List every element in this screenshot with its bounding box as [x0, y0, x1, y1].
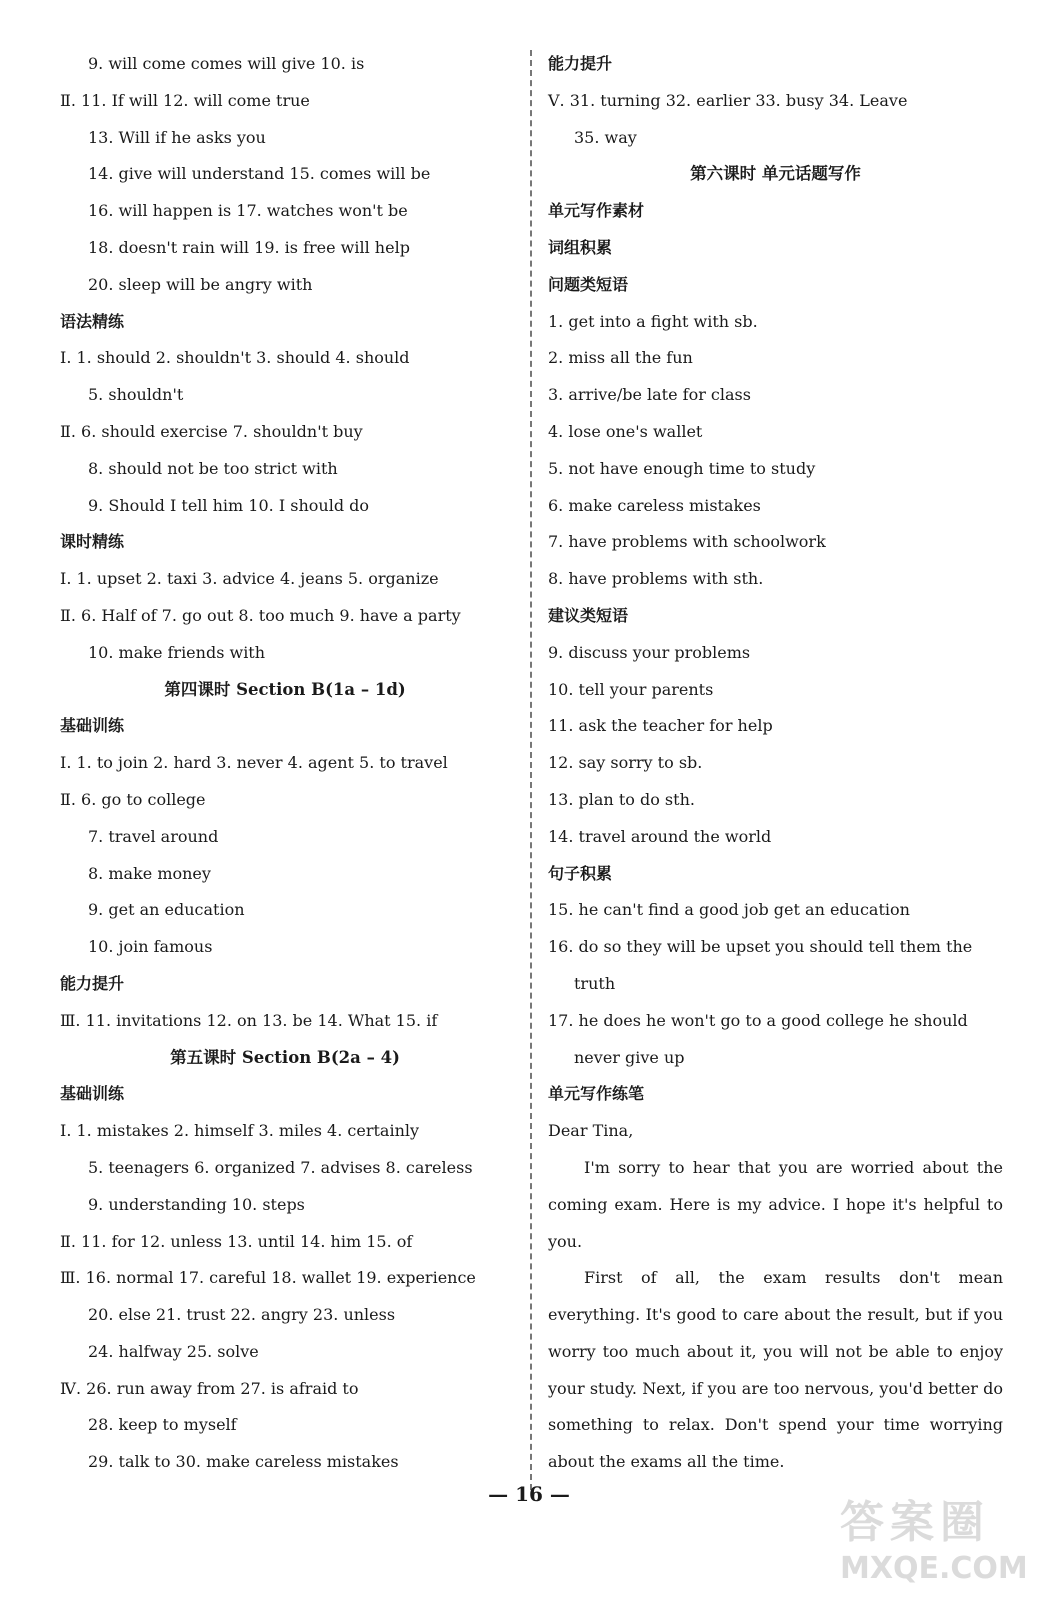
section-heading: 词组积累 [548, 237, 613, 257]
answer-line: 15. he can't find a good job get an education [548, 900, 910, 920]
answer-line: 16. will happen is 17. watches won't be [88, 201, 408, 221]
section-heading: 句子积累 [548, 863, 613, 883]
letter-body [548, 1150, 1003, 1481]
answer-line: 16. do so they will be upset you should tell them the [548, 937, 973, 957]
answer-line: 8. should not be too strict with [88, 458, 338, 478]
answer-line: 24. halfway 25. solve [88, 1341, 259, 1361]
answer-line: Dear Tina, [548, 1121, 634, 1141]
answer-line: 17. he does he won't go to a good college he should [548, 1010, 968, 1030]
answer-line: 5. teenagers 6. organized 7. advises 8. careless [88, 1157, 473, 1177]
answer-line: Ⅰ. 1. mistakes 2. himself 3. miles 4. certainly [60, 1121, 420, 1141]
page-number: — 16 — [488, 1482, 570, 1506]
section-heading: 基础训练 [60, 716, 125, 736]
answer-line: 9. will come comes will give 10. is [88, 54, 365, 73]
section-heading: 第五课时 Section B(2a – 4) [170, 1047, 400, 1067]
answer-line: 14. give will understand 15. comes will be [88, 164, 431, 184]
section-heading: 问题类短语 [548, 274, 629, 294]
answer-line: 5. shouldn't [88, 385, 184, 405]
answer-line: 13. Will if he asks you [88, 127, 266, 147]
answer-line: 1. get into a fight with sb. [548, 311, 758, 331]
answer-line: 10. make friends with [88, 642, 266, 662]
answer-line: Ⅳ. 26. run away from 27. is afraid to [60, 1378, 359, 1398]
answer-line: never give up [574, 1047, 685, 1067]
answer-line: Ⅲ. 16. normal 17. careful 18. wallet 19. experience [60, 1268, 476, 1288]
watermark-top: 答案圈 [840, 1497, 990, 1548]
watermark-logo [840, 1496, 1045, 1592]
answer-line: Ⅱ. 11. for 12. unless 13. until 14. him 15. of [60, 1231, 413, 1251]
answer-line: 8. make money [88, 863, 211, 883]
answer-line: 10. tell your parents [548, 679, 714, 699]
letter-paragraph: First of all, the exam results don't mean everything. It's good to care about the result, but if you worry too much about it, you will not be able to enjoy your study. Next, if you are too nervous, you'd better do something to relax. Don't spend your time worrying about the exams all the time. [548, 1268, 1003, 1472]
answer-line: Ⅱ. 6. Half of 7. go out 8. too much 9. have a party [60, 605, 461, 625]
answer-line: Ⅱ. 6. go to college [60, 789, 206, 809]
answer-line: 9. understanding 10. steps [88, 1194, 305, 1214]
answer-line: 10. join famous [88, 937, 213, 957]
answer-line: 11. ask the teacher for help [548, 716, 773, 736]
answer-line: 13. plan to do sth. [548, 789, 695, 809]
answer-line: truth [574, 973, 616, 993]
section-heading: 能力提升 [548, 54, 613, 73]
answer-line: 6. make careless mistakes [548, 495, 761, 515]
answer-line: Ⅱ. 6. should exercise 7. shouldn't buy [60, 421, 363, 441]
section-heading: 第四课时 Section B(1a – 1d) [164, 679, 406, 699]
answer-line: 29. talk to 30. make careless mistakes [88, 1452, 399, 1472]
answer-line: Ⅱ. 11. If will 12. will come true [60, 90, 310, 110]
answer-line: 9. get an education [88, 900, 245, 920]
answer-line: Ⅲ. 11. invitations 12. on 13. be 14. What 15. if [60, 1010, 438, 1030]
answer-line: 9. discuss your problems [548, 642, 751, 662]
section-heading: 语法精练 [60, 311, 125, 331]
answer-line: Ⅰ. 1. should 2. shouldn't 3. should 4. should [60, 348, 410, 368]
watermark-bottom: MXQE.COM [840, 1551, 1028, 1586]
answer-line: 14. travel around the world [548, 826, 772, 846]
section-heading: 建议类短语 [548, 605, 629, 625]
answer-line: 12. say sorry to sb. [548, 753, 703, 773]
section-heading: 第六课时 单元话题写作 [690, 164, 861, 184]
section-heading: 课时精练 [60, 532, 125, 552]
answer-line: 20. else 21. trust 22. angry 23. unless [88, 1305, 396, 1325]
answer-line: 7. travel around [88, 826, 219, 846]
right-column [548, 46, 1003, 1481]
answer-line: 4. lose one's wallet [548, 421, 703, 441]
section-heading: 单元写作练笔 [548, 1084, 645, 1104]
column-divider [530, 50, 532, 1490]
answer-line: 18. doesn't rain will 19. is free will help [88, 237, 410, 257]
answer-line: Ⅴ. 31. turning 32. earlier 33. busy 34. Leave [548, 90, 908, 110]
answer-line: 9. Should I tell him 10. I should do [88, 495, 370, 515]
left-column [60, 46, 510, 1481]
answer-line: 7. have problems with schoolwork [548, 532, 826, 552]
section-heading: 单元写作素材 [548, 201, 645, 221]
answer-line: 2. miss all the fun [548, 348, 693, 368]
section-heading: 能力提升 [60, 973, 125, 993]
section-heading: 基础训练 [60, 1084, 125, 1104]
letter-paragraph: I'm sorry to hear that you are worried about the coming exam. Here is my advice. I hope it's helpful to you. [548, 1157, 1003, 1251]
answer-line: 35. way [574, 127, 637, 147]
answer-line: 3. arrive/be late for class [548, 385, 751, 405]
right-lines [548, 46, 1003, 1150]
answer-line: 28. keep to myself [88, 1415, 237, 1435]
answer-line: 5. not have enough time to study [548, 458, 816, 478]
answer-line: Ⅰ. 1. to join 2. hard 3. never 4. agent 5. to travel [60, 753, 448, 773]
answer-line: Ⅰ. 1. upset 2. taxi 3. advice 4. jeans 5. organize [60, 569, 439, 589]
answer-line: 8. have problems with sth. [548, 569, 764, 589]
answer-line: 20. sleep will be angry with [88, 274, 313, 294]
